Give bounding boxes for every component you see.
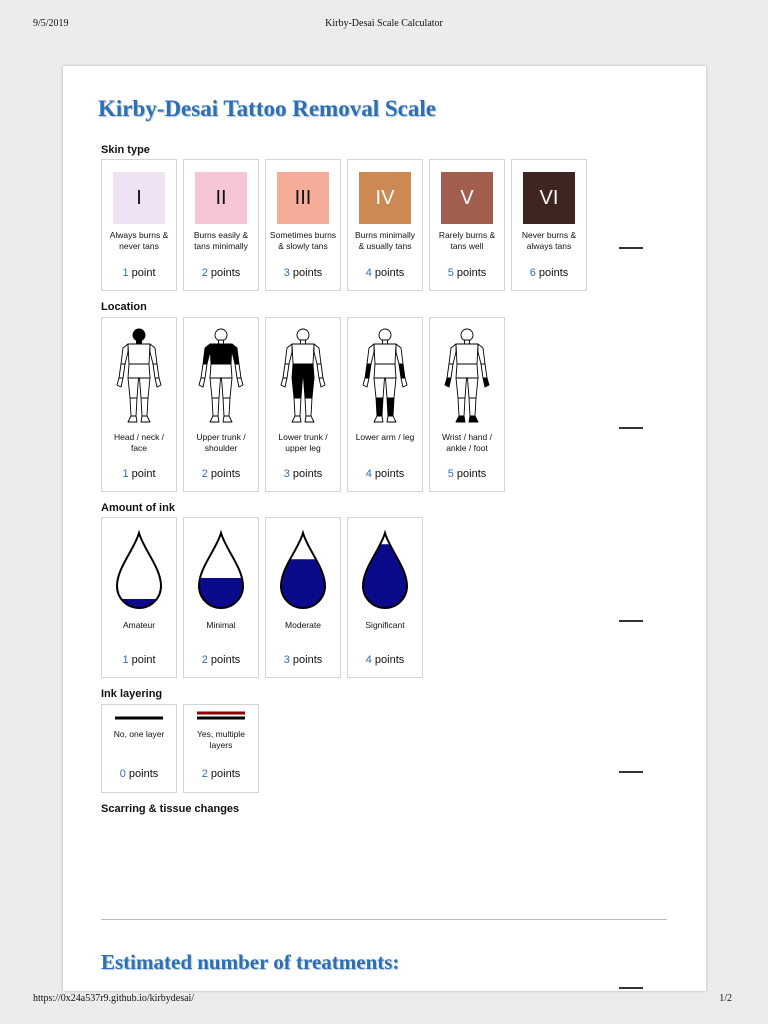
location-caption: Upper trunk / shoulder	[196, 432, 246, 453]
ink-layering-option-2[interactable]	[183, 704, 259, 793]
ink-drop-icon	[112, 530, 166, 612]
skin-caption: Never burns & always tans	[521, 230, 577, 251]
location-caption: Lower trunk / upper leg	[278, 432, 328, 453]
skin-type-option-5[interactable]	[429, 159, 505, 291]
ink-drop-icon	[194, 530, 248, 612]
ink-amount-option-3[interactable]	[265, 517, 341, 678]
single-layer-icon	[114, 705, 164, 725]
location-caption: Lower arm / leg	[355, 432, 415, 442]
body-lower-limbs-icon	[360, 326, 410, 426]
skin-type-option-2[interactable]	[183, 159, 259, 291]
ink-drop-icon	[276, 530, 330, 612]
skin-swatch: II	[195, 172, 247, 224]
location-points: 3 points	[283, 468, 323, 480]
skin-points: 2 points	[201, 267, 241, 279]
skin-caption: Sometimes burns & slowly tans	[269, 230, 337, 251]
body-extremities-icon	[442, 326, 492, 426]
print-title: Kirby-Desai Scale Calculator	[325, 18, 443, 29]
location-caption: Head / neck / face	[113, 432, 165, 453]
multiple-layers-icon	[196, 705, 246, 725]
location-option-5[interactable]	[429, 317, 505, 492]
skin-caption: Burns easily & tans minimally	[193, 230, 249, 251]
body-lower-trunk-icon	[278, 326, 328, 426]
skin-points: 3 points	[283, 267, 323, 279]
body-head-icon	[114, 326, 164, 426]
ink-amount-score	[619, 620, 643, 622]
page-title: Kirby-Desai Tattoo Removal Scale	[98, 96, 436, 121]
ink-amount-label: Amount of ink	[101, 502, 175, 514]
location-option-3[interactable]	[265, 317, 341, 492]
ink-caption: Minimal	[206, 620, 236, 630]
ink-amount-options	[101, 517, 423, 678]
skin-points: 4 points	[365, 267, 405, 279]
ink-points: 4 points	[365, 654, 405, 666]
ink-caption: Significant	[365, 620, 405, 630]
skin-swatch: III	[277, 172, 329, 224]
estimate-score	[619, 987, 643, 989]
location-points: 2 points	[201, 468, 241, 480]
ink-caption: Moderate	[285, 620, 321, 630]
calculator-page	[63, 66, 706, 991]
skin-points: 6 points	[529, 267, 569, 279]
skin-type-option-4[interactable]	[347, 159, 423, 291]
print-page-number: 1/2	[719, 993, 732, 1004]
ink-points: 3 points	[283, 654, 323, 666]
layering-caption: Yes, multiple layers	[197, 729, 245, 750]
print-date: 9/5/2019	[33, 18, 69, 29]
skin-caption: Burns minimally & usually tans	[355, 230, 415, 251]
print-url: https://0x24a537r9.github.io/kirbydesai/	[33, 993, 195, 1004]
skin-type-option-3[interactable]	[265, 159, 341, 291]
ink-points: 2 points	[201, 654, 241, 666]
skin-caption: Always burns & never tans	[109, 230, 169, 251]
ink-layering-options	[101, 704, 259, 793]
skin-swatch: V	[441, 172, 493, 224]
ink-layering-option-1[interactable]	[101, 704, 177, 793]
skin-swatch: I	[113, 172, 165, 224]
ink-points: 1 point	[122, 654, 156, 666]
location-points: 5 points	[447, 468, 487, 480]
ink-amount-option-4[interactable]	[347, 517, 423, 678]
scarring-label: Scarring & tissue changes	[101, 803, 240, 815]
location-points: 1 point	[122, 468, 156, 480]
location-points: 4 points	[365, 468, 405, 480]
ink-layering-label: Ink layering	[101, 688, 163, 700]
ink-drop-icon	[358, 530, 412, 612]
estimate-heading: Estimated number of treatments:	[101, 950, 400, 974]
location-option-4[interactable]	[347, 317, 423, 492]
section-divider	[101, 919, 667, 920]
skin-caption: Rarely burns & tans well	[438, 230, 496, 251]
layering-caption: No, one layer	[113, 729, 165, 739]
ink-layering-score	[619, 771, 643, 773]
body-upper-trunk-icon	[196, 326, 246, 426]
skin-type-option-1[interactable]	[101, 159, 177, 291]
skin-points: 1 point	[122, 267, 156, 279]
skin-type-score	[619, 247, 643, 249]
layering-points: 0 points	[119, 768, 159, 780]
skin-type-label: Skin type	[101, 144, 150, 156]
skin-swatch: IV	[359, 172, 411, 224]
location-option-1[interactable]	[101, 317, 177, 492]
skin-type-options	[101, 159, 587, 291]
skin-swatch: VI	[523, 172, 575, 224]
location-caption: Wrist / hand / ankle / foot	[442, 432, 492, 453]
layering-points: 2 points	[201, 768, 241, 780]
location-options	[101, 317, 505, 492]
skin-type-option-6[interactable]	[511, 159, 587, 291]
ink-caption: Amateur	[122, 620, 156, 630]
ink-amount-option-1[interactable]	[101, 517, 177, 678]
location-score	[619, 427, 643, 429]
ink-amount-option-2[interactable]	[183, 517, 259, 678]
location-label: Location	[101, 301, 147, 313]
skin-points: 5 points	[447, 267, 487, 279]
location-option-2[interactable]	[183, 317, 259, 492]
